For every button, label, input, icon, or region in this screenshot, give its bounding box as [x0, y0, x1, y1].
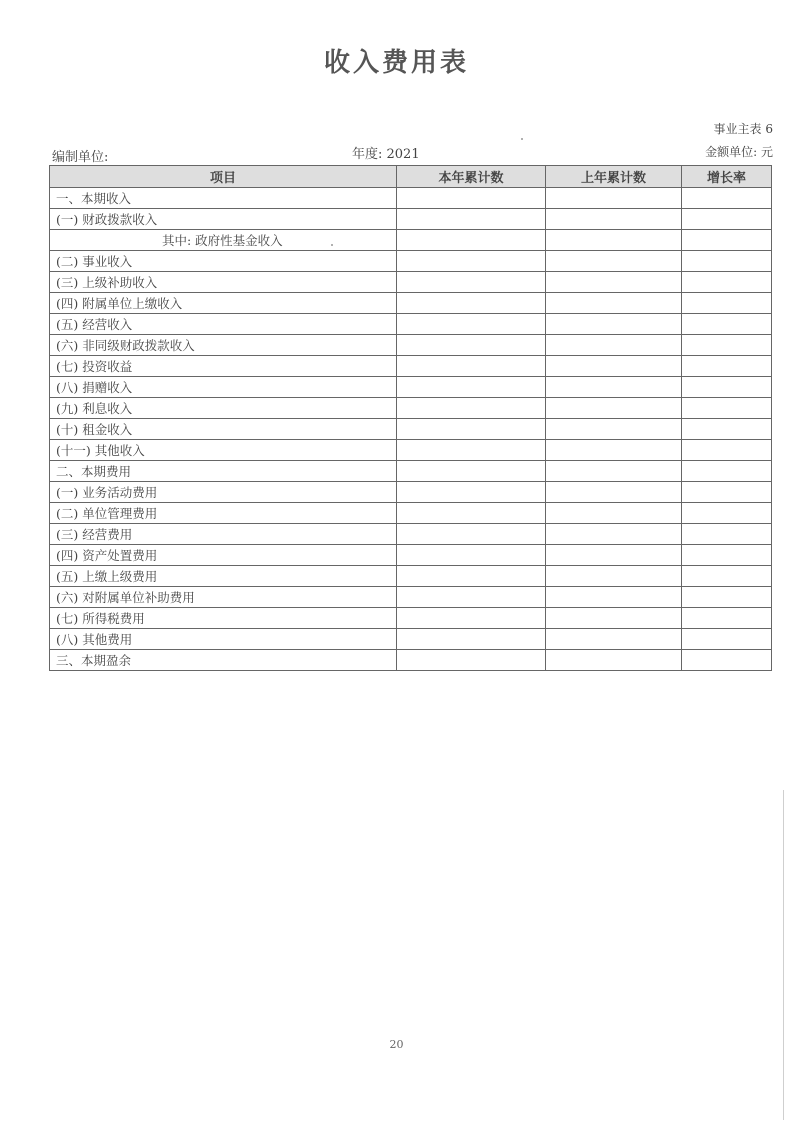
cell-current-year: [397, 461, 546, 482]
cell-current-year: [397, 566, 546, 587]
row-item-label: (一) 业务活动费用: [50, 482, 397, 503]
row-item-label: (四) 资产处置费用: [50, 545, 397, 566]
prepared-by-label: 编制单位:: [52, 150, 109, 165]
table-row: [50, 587, 772, 608]
cell-current-year: [397, 272, 546, 293]
table-row: [50, 272, 772, 293]
cell-growth-rate: [682, 461, 772, 482]
cell-prior-year: [546, 251, 682, 272]
table-row: [50, 293, 772, 314]
table-row: [50, 356, 772, 377]
cell-growth-rate: [682, 608, 772, 629]
cell-growth-rate: [682, 482, 772, 503]
table-row: [50, 461, 772, 482]
row-item-label: (六) 非同级财政拨款收入: [50, 335, 397, 356]
table-row: [50, 545, 772, 566]
row-item-label: (八) 捐赠收入: [50, 377, 397, 398]
cell-current-year: [397, 188, 546, 209]
cell-growth-rate: [682, 335, 772, 356]
cell-growth-rate: [682, 272, 772, 293]
table-row: [50, 524, 772, 545]
cell-current-year: [397, 545, 546, 566]
cell-current-year: [397, 335, 546, 356]
cell-prior-year: [546, 356, 682, 377]
cell-prior-year: [546, 440, 682, 461]
row-item-label: (一) 财政拨款收入: [50, 209, 397, 230]
cell-prior-year: [546, 650, 682, 671]
table-row: [50, 230, 772, 251]
document-title: 收入费用表: [323, 48, 469, 78]
cell-prior-year: [546, 461, 682, 482]
header-current-year: 本年累计数: [397, 166, 546, 188]
row-item-label: (五) 上缴上级费用: [50, 566, 397, 587]
cell-growth-rate: [682, 398, 772, 419]
cell-current-year: [397, 293, 546, 314]
cell-current-year: [397, 503, 546, 524]
header-growth-rate: 增长率: [682, 166, 772, 188]
cell-prior-year: [546, 188, 682, 209]
currency-unit-label: 金额单位: 元: [705, 145, 773, 159]
table-row: [50, 188, 772, 209]
cell-prior-year: [546, 566, 682, 587]
row-item-label: 二、本期费用: [50, 461, 397, 482]
cell-prior-year: [546, 398, 682, 419]
cell-current-year: [397, 419, 546, 440]
table-row: [50, 608, 772, 629]
row-item-label: (八) 其他费用: [50, 629, 397, 650]
header-prior-year: 上年累计数: [546, 166, 682, 188]
row-item-label: 三、本期盈余: [50, 650, 397, 671]
page-number: 20: [389, 1038, 404, 1051]
table-row: [50, 377, 772, 398]
cell-growth-rate: [682, 188, 772, 209]
cell-growth-rate: [682, 650, 772, 671]
table-row: [50, 335, 772, 356]
income-expense-table: [49, 165, 772, 671]
cell-current-year: [397, 587, 546, 608]
cell-current-year: [397, 356, 546, 377]
cell-growth-rate: [682, 293, 772, 314]
cell-prior-year: [546, 524, 682, 545]
row-item-label: (十) 租金收入: [50, 419, 397, 440]
table-row: [50, 482, 772, 503]
scan-speck: [521, 138, 523, 140]
cell-prior-year: [546, 377, 682, 398]
cell-prior-year: [546, 230, 682, 251]
row-item-label: (三) 经营费用: [50, 524, 397, 545]
cell-growth-rate: [682, 524, 772, 545]
form-number: 事业主表 6: [713, 122, 773, 136]
cell-growth-rate: [682, 440, 772, 461]
cell-prior-year: [546, 272, 682, 293]
cell-current-year: [397, 377, 546, 398]
table-header-row: [50, 166, 772, 188]
row-item-label: (三) 上级补助收入: [50, 272, 397, 293]
cell-growth-rate: [682, 209, 772, 230]
cell-current-year: [397, 440, 546, 461]
cell-growth-rate: [682, 230, 772, 251]
cell-prior-year: [546, 545, 682, 566]
table-row: [50, 503, 772, 524]
table-row: [50, 209, 772, 230]
cell-prior-year: [546, 629, 682, 650]
row-item-label: (七) 所得税费用: [50, 608, 397, 629]
cell-current-year: [397, 608, 546, 629]
row-item-label: (九) 利息收入: [50, 398, 397, 419]
cell-current-year: [397, 251, 546, 272]
scan-speck: [331, 244, 333, 246]
row-item-label: (六) 对附属单位补助费用: [50, 587, 397, 608]
table-row: [50, 314, 772, 335]
cell-current-year: [397, 524, 546, 545]
row-item-label: (二) 事业收入: [50, 251, 397, 272]
row-item-label: 一、本期收入: [50, 188, 397, 209]
cell-current-year: [397, 629, 546, 650]
cell-prior-year: [546, 503, 682, 524]
cell-prior-year: [546, 608, 682, 629]
cell-growth-rate: [682, 377, 772, 398]
table-row: [50, 251, 772, 272]
table-row: [50, 398, 772, 419]
row-item-label: (四) 附属单位上缴收入: [50, 293, 397, 314]
cell-growth-rate: [682, 587, 772, 608]
row-item-label: (二) 单位管理费用: [50, 503, 397, 524]
cell-growth-rate: [682, 629, 772, 650]
cell-current-year: [397, 398, 546, 419]
cell-prior-year: [546, 482, 682, 503]
table-row: [50, 419, 772, 440]
row-item-label: 其中: 政府性基金收入: [50, 230, 397, 251]
cell-growth-rate: [682, 419, 772, 440]
scan-edge-line: [783, 790, 784, 1120]
table-row: [50, 650, 772, 671]
row-item-label: (五) 经营收入: [50, 314, 397, 335]
cell-prior-year: [546, 419, 682, 440]
cell-growth-rate: [682, 545, 772, 566]
cell-growth-rate: [682, 251, 772, 272]
cell-prior-year: [546, 314, 682, 335]
cell-growth-rate: [682, 356, 772, 377]
cell-current-year: [397, 650, 546, 671]
cell-growth-rate: [682, 314, 772, 335]
cell-prior-year: [546, 335, 682, 356]
cell-growth-rate: [682, 566, 772, 587]
cell-prior-year: [546, 209, 682, 230]
table-row: [50, 566, 772, 587]
cell-current-year: [397, 482, 546, 503]
cell-current-year: [397, 314, 546, 335]
cell-current-year: [397, 230, 546, 251]
header-item: 项目: [50, 166, 397, 188]
cell-prior-year: [546, 293, 682, 314]
cell-prior-year: [546, 587, 682, 608]
year-label: 年度: 2021: [352, 147, 420, 162]
cell-current-year: [397, 209, 546, 230]
cell-growth-rate: [682, 503, 772, 524]
table-row: [50, 629, 772, 650]
row-item-label: (七) 投资收益: [50, 356, 397, 377]
table-row: [50, 440, 772, 461]
row-item-label: (十一) 其他收入: [50, 440, 397, 461]
